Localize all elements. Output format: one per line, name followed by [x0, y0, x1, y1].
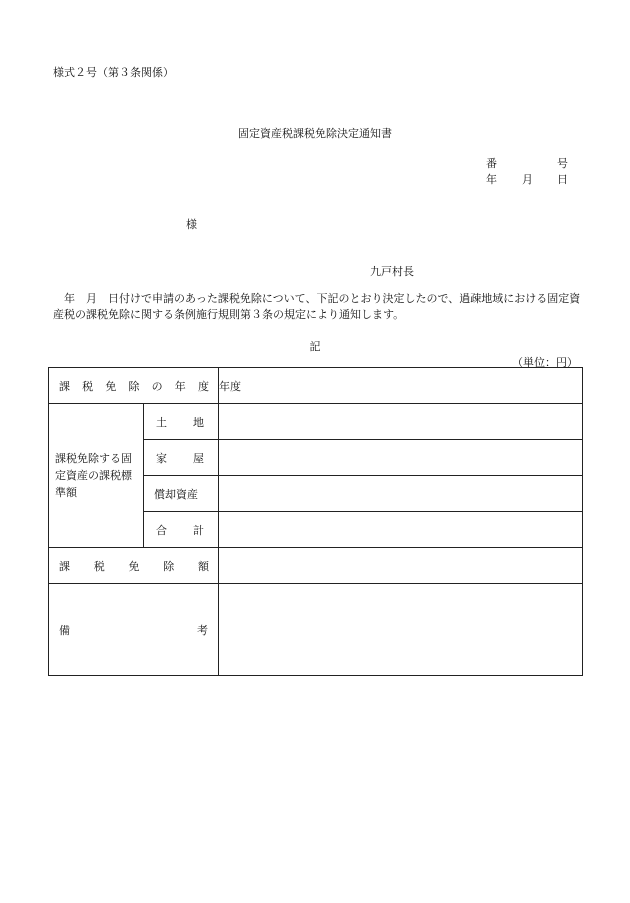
document-number-label: 番: [486, 157, 497, 170]
table-row-remarks: [49, 584, 583, 676]
form-number: 様式２号（第３条関係）: [53, 66, 174, 79]
unit-label: （単位：円）: [512, 356, 578, 369]
total-label: 合 計: [144, 512, 219, 548]
building-value: [219, 440, 583, 476]
body-paragraph: 年 月 日付けで申請のあった課税免除について、下記のとおり決定したので、過疎地域における固定資産税の課税免除に関する条例施行規則第３条の規定により通知します。: [53, 292, 581, 321]
tax-base-group-label: 課税免除する固定資産の課税標準額: [49, 404, 144, 548]
depreciable-assets-label: 償却資産: [144, 476, 219, 512]
depreciable-assets-value: [219, 476, 583, 512]
remarks-value: [219, 584, 583, 676]
exemption-amount-label: 課 税 免 除 額: [49, 548, 219, 584]
date-year-label: 年: [486, 173, 497, 186]
land-label: 土 地: [144, 404, 219, 440]
land-value: [219, 404, 583, 440]
issuer-name: 九戸村長: [370, 265, 414, 278]
exemption-year-value: 年度: [219, 368, 583, 404]
date-month-label: 月: [522, 173, 533, 186]
table-row-land: [49, 404, 583, 440]
addressee-suffix: 様: [186, 218, 197, 231]
exemption-amount-value: [219, 548, 583, 584]
date-day-label: 日: [557, 173, 568, 186]
table-row-exemption-amount: [49, 548, 583, 584]
total-value: [219, 512, 583, 548]
building-label: 家 屋: [144, 440, 219, 476]
table-row-exemption-year: [49, 368, 583, 404]
ki-heading: 記: [309, 340, 321, 353]
exemption-year-label: 課 税 免 除 の 年 度: [49, 368, 219, 404]
exemption-table: [48, 367, 583, 676]
document-number-suffix: 号: [557, 157, 568, 170]
document-title: 固定資産税課税免除決定通知書: [238, 127, 392, 140]
remarks-label: 備 考: [49, 584, 219, 676]
